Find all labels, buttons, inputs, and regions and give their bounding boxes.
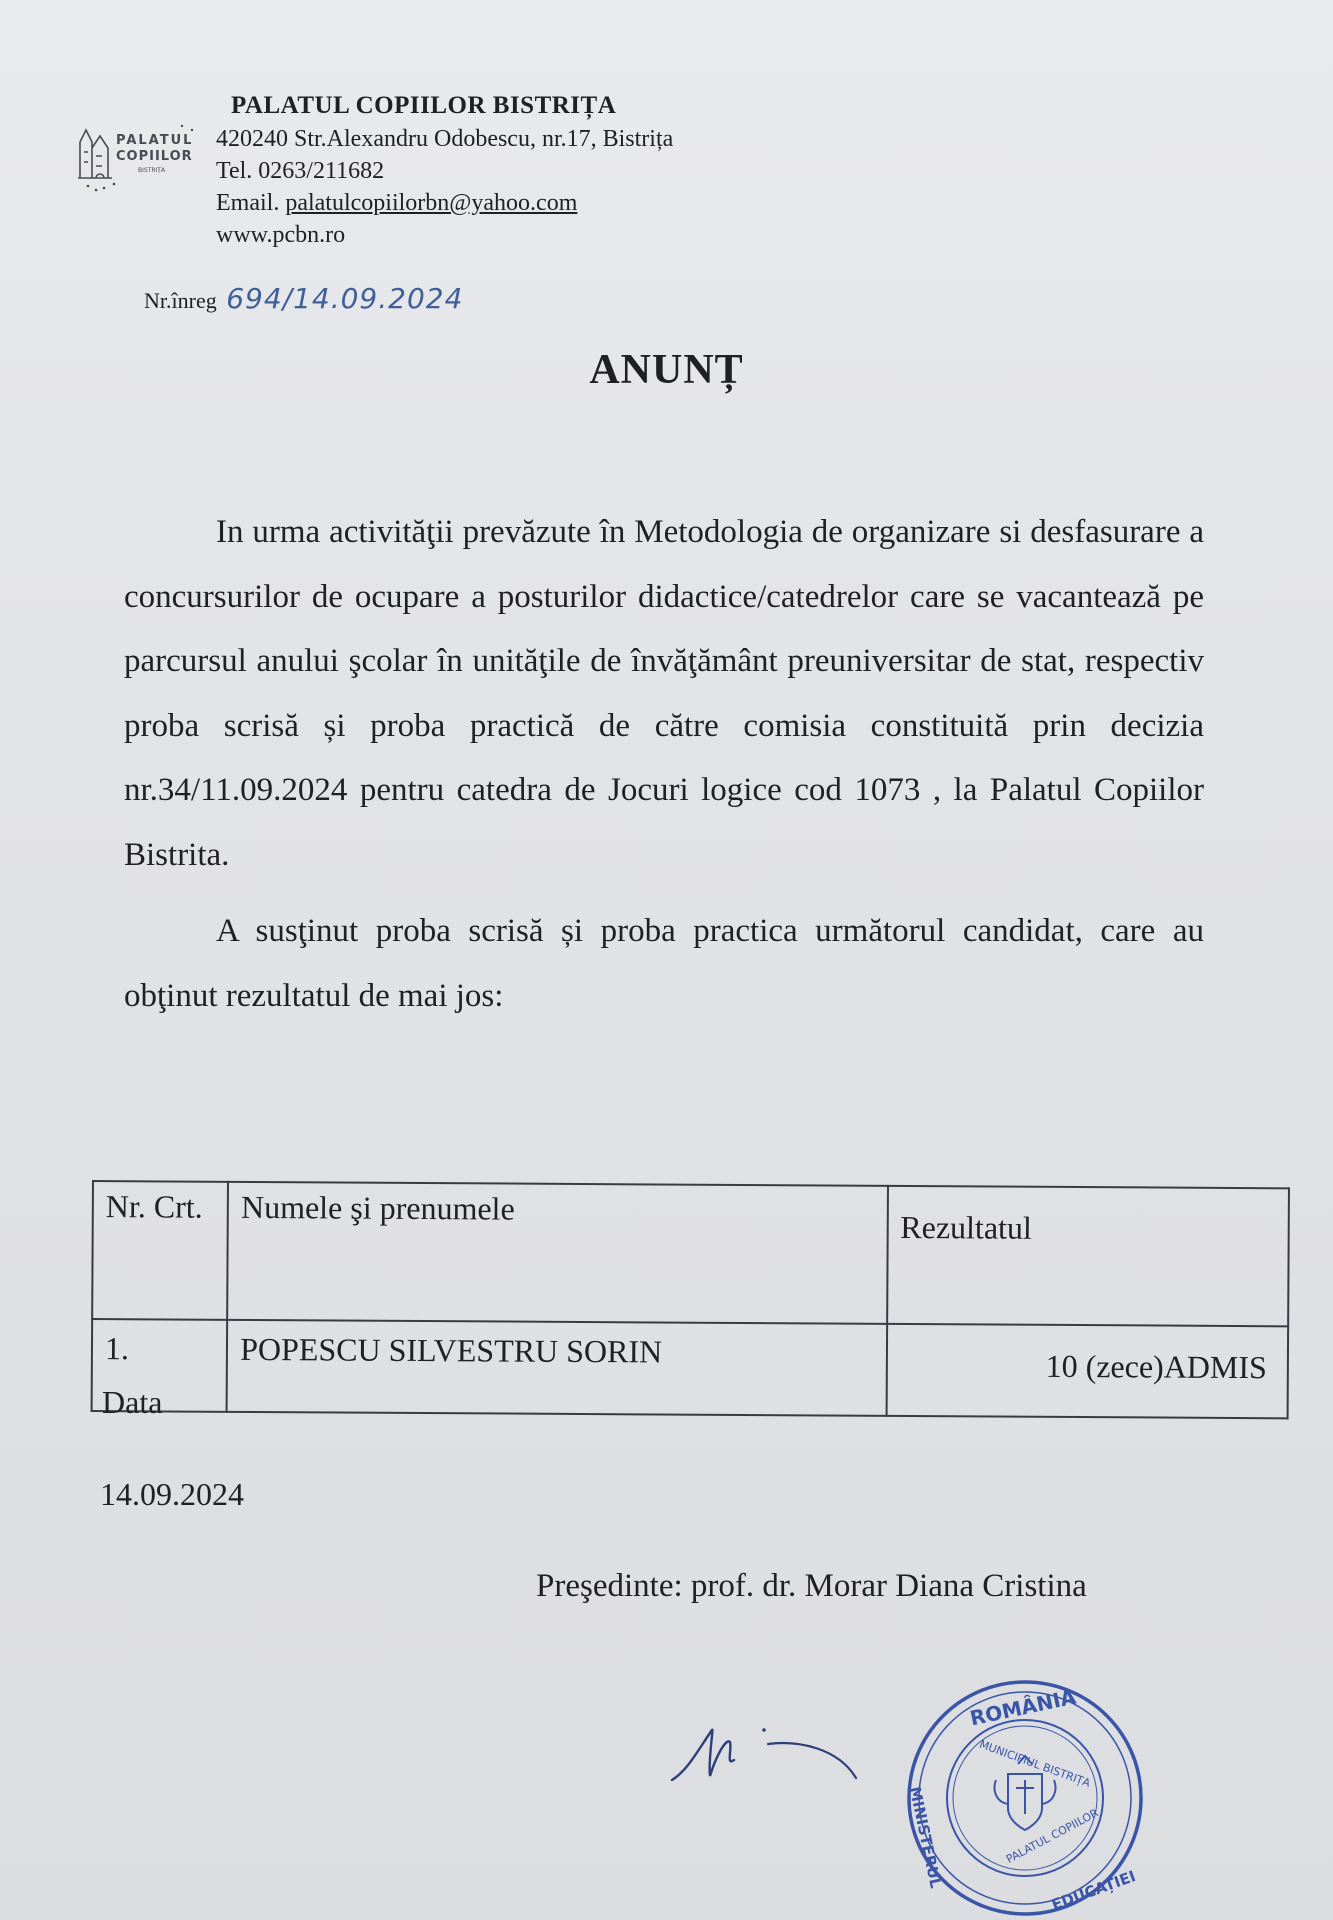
email-link[interactable]: palatulcopiilorbn@yahoo.com: [285, 190, 578, 216]
date-value: 14.09.2024: [100, 1476, 244, 1512]
svg-text:PALATUL COPIILOR: PALATUL COPIILOR: [1004, 1806, 1101, 1866]
header-result: Rezultatul: [887, 1186, 1289, 1326]
paragraph-1: In urma activităţii prevăzute în Metodologia de organizare si desfasurare a concursurilor de ocupare a posturilor didactice/catedrelor care se vacantează pe parcursul anului şcolar în unităţile de învăţământ preuniversitar de stat, respectiv proba scrisă și proba practică de către comisia constituită prin decizia nr.34/11.09.2024 pentru catedra de Jocuri logice cod 1073 , la Palatul Copiilor Bistrita.: [124, 514, 1204, 873]
svg-text:BISTRIȚA: BISTRIȚA: [138, 167, 166, 174]
results-table: [91, 1180, 1290, 1419]
organization-email-line: [216, 190, 577, 217]
organization-name: PALATUL COPIILOR BISTRIȚA: [231, 92, 617, 119]
registration-number: [144, 282, 463, 315]
registration-handwritten-value: 694/14.09.2024: [226, 282, 464, 315]
official-seal-icon: [900, 1676, 1150, 1920]
document-title: ANUNȚ: [589, 347, 744, 393]
table-row: [92, 1319, 1289, 1418]
president-signatory: Preşedinte: prof. dr. Morar Diana Cristina: [536, 1568, 1087, 1604]
svg-text:MINISTERUL: MINISTERUL: [905, 1785, 945, 1890]
svg-text:ROMÂNIA: ROMÂNIA: [967, 1684, 1078, 1731]
date-label: Data: [102, 1384, 163, 1420]
svg-text:MUNICIPIUL BISTRIȚA: MUNICIPIUL BISTRIȚA: [977, 1737, 1093, 1790]
castle-logo-icon: [74, 118, 206, 196]
email-label: Email.: [216, 190, 280, 216]
svg-text:COPIILOR: COPIILOR: [116, 149, 193, 164]
organization-phone: Tel. 0263/211682: [216, 158, 385, 184]
registration-label: Nr.înreg: [144, 288, 217, 313]
organization-address: 420240 Str.Alexandru Odobescu, nr.17, Bistrița: [216, 126, 674, 152]
header-nr-crt: Nr. Crt.: [92, 1181, 228, 1320]
organization-website[interactable]: www.pcbn.ro: [216, 222, 346, 248]
cell-nr: 1.: [92, 1319, 228, 1412]
header-name: Numele şi prenumele: [227, 1182, 887, 1324]
svg-text:EDUCAȚIEI: EDUCAȚIEI: [1049, 1867, 1138, 1915]
announcement-body: [124, 500, 1204, 1028]
cell-candidate-name: POPESCU SILVESTRU SORIN: [227, 1320, 887, 1416]
paragraph-2: A susţinut proba scrisă și proba practica următorul candidat, care au obţinut rezultatul de mai jos:: [124, 913, 1204, 1014]
handwritten-signature-icon: [668, 1700, 868, 1810]
table-header-row: [92, 1181, 1289, 1326]
svg-text:PALATUL: PALATUL: [116, 133, 194, 148]
cell-result: 10 (zece)ADMIS: [886, 1324, 1288, 1418]
